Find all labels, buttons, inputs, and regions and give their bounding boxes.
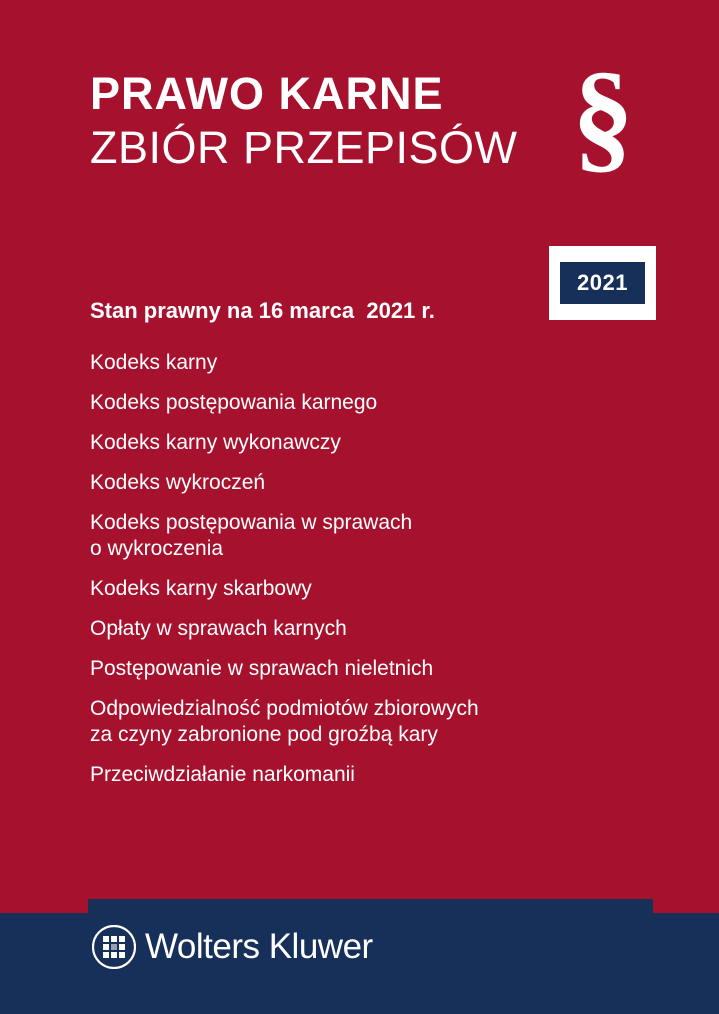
contents-item-line: Opłaty w sprawach karnych — [90, 617, 347, 640]
contents-item-line: Kodeks wykroczeń — [90, 471, 266, 494]
contents-item-line: Kodeks postępowania w sprawach — [90, 511, 413, 534]
legal-status: Stan prawny na 16 marca 2021 r. — [90, 298, 435, 323]
contents-item — [90, 762, 590, 788]
contents-item-line: Kodeks karny — [90, 351, 218, 374]
contents-item-line: Kodeks karny wykonawczy — [90, 431, 341, 454]
contents-item-line: Kodeks postępowania karnego — [90, 391, 378, 414]
contents-list — [90, 350, 590, 802]
contents-item — [90, 510, 590, 562]
year-badge — [549, 246, 656, 320]
year-label: 2021 — [560, 262, 645, 304]
contents-item-line: za czyny zabronione pod groźbą kary — [90, 723, 438, 746]
contents-item — [90, 576, 590, 602]
footer-top-edge — [0, 899, 719, 913]
contents-item — [90, 390, 590, 416]
publisher-name: Wolters Kluwer — [145, 927, 373, 966]
contents-item — [90, 696, 590, 748]
contents-item-line: Przeciwdziałanie narkomanii — [90, 763, 355, 786]
contents-item-line: Kodeks karny skarbowy — [90, 577, 312, 600]
section-sign-icon: § — [572, 47, 634, 184]
book-subtitle: ZBIÓR PRZEPISÓW — [90, 122, 518, 173]
contents-item — [90, 656, 590, 682]
contents-item — [90, 616, 590, 642]
contents-item — [90, 430, 590, 456]
book-title: PRAWO KARNE — [90, 68, 444, 119]
contents-item — [90, 350, 590, 376]
contents-item-line: Odpowiedzialność podmiotów zbiorowych — [90, 697, 479, 720]
contents-item-line: Postępowanie w sprawach nieletnich — [90, 657, 434, 680]
contents-item — [90, 470, 590, 496]
contents-item-line: o wykroczenia — [90, 537, 224, 560]
wolters-kluwer-grid-icon — [92, 925, 136, 969]
